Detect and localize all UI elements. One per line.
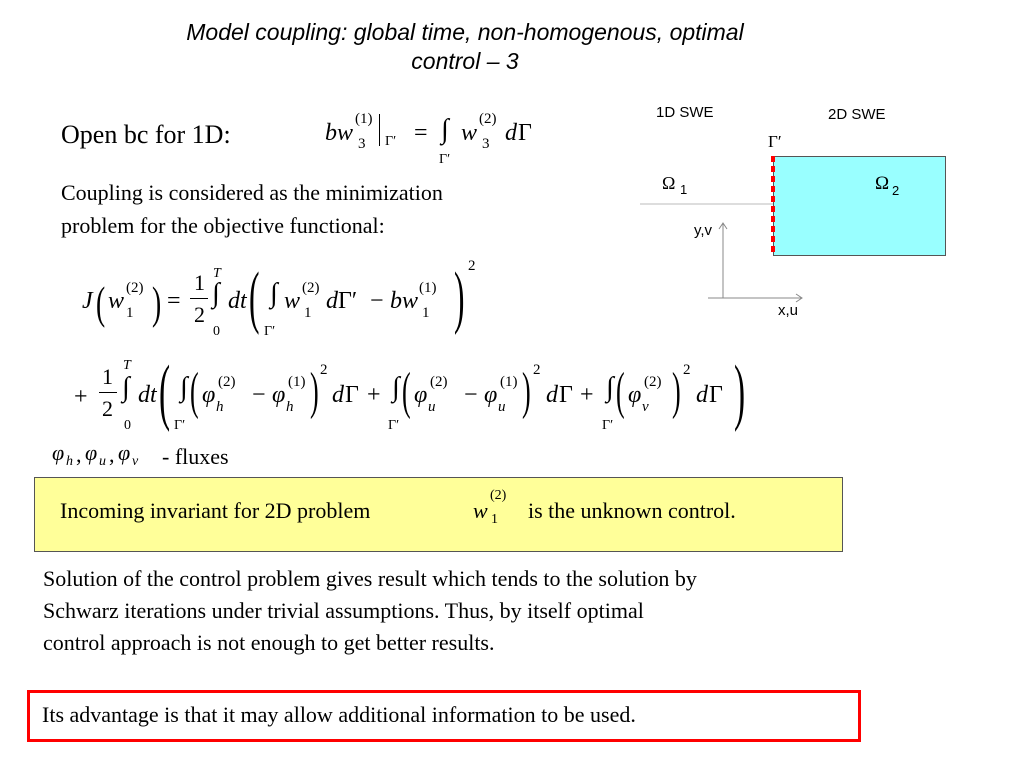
formula-sub: u	[99, 454, 106, 469]
formula-sub: u	[498, 399, 506, 415]
formula-phi: φ	[628, 382, 642, 408]
formula-comma: ,	[109, 442, 115, 467]
formula-sup: (1)	[419, 280, 437, 296]
xu-label: x,u	[778, 302, 799, 319]
formula-eq: =	[167, 288, 181, 314]
formula-sub: h	[286, 399, 294, 415]
integral-sign: ∫	[441, 114, 449, 145]
formula-gamma-prime: Γ′	[388, 418, 400, 433]
formula-sup: (1)	[288, 374, 306, 390]
integral-lower: 0	[124, 418, 131, 433]
yv-label: y,v	[694, 222, 713, 239]
formula-gamma: Γ	[709, 382, 723, 408]
omega1-symbol: Ω	[662, 173, 676, 193]
big-paren-open: (	[159, 351, 171, 433]
omega2-sub: 2	[892, 183, 900, 198]
label-1d-swe: 1D SWE	[656, 104, 714, 121]
formula-gamma: Γ	[559, 382, 573, 408]
formula-exponent: 2	[683, 362, 691, 378]
formula-minus: −	[252, 382, 266, 408]
formula-sub: 1	[304, 305, 312, 321]
paren-close: )	[310, 363, 319, 420]
formula-eq: =	[414, 120, 428, 146]
formula-sup: (2)	[126, 280, 144, 296]
big-paren-open: (	[249, 259, 260, 336]
formula-w: w	[473, 498, 488, 523]
eval-bar	[379, 114, 380, 146]
formula-w: w	[461, 120, 478, 146]
fraction-den: 2	[102, 396, 113, 421]
formula-gamma-prime: Γ′	[602, 418, 614, 433]
formula-w: w	[284, 288, 301, 314]
yellow-text-before: Incoming invariant for 2D problem	[60, 498, 371, 523]
omega2-symbol: Ω	[875, 173, 890, 194]
advantage-box	[27, 690, 861, 742]
functional-formula-line2	[62, 352, 762, 444]
slide-title	[0, 18, 930, 76]
formula-sub: 1	[422, 305, 430, 321]
formula-sup: (2)	[302, 280, 320, 296]
formula-sup: (2)	[430, 374, 448, 390]
functional-formula-line1	[82, 258, 502, 350]
diagram-svg	[630, 98, 960, 328]
formula-phi: φ	[52, 440, 65, 465]
formula-phi: φ	[484, 382, 498, 408]
intro-line-1: Coupling is considered as the minimization	[61, 180, 443, 205]
formula-w: w	[337, 120, 354, 146]
omega1-sub: 1	[680, 182, 688, 197]
formula-w: w	[108, 288, 125, 314]
big-paren-close: )	[454, 259, 465, 336]
formula-sub: v	[132, 454, 139, 469]
paren-close: )	[152, 277, 162, 328]
formula-sub: h	[66, 454, 73, 469]
label-2d-swe: 2D SWE	[828, 106, 886, 123]
formula-sup: (1)	[500, 374, 518, 390]
formula-plus: +	[367, 382, 381, 408]
integral-sign: ∫	[392, 372, 400, 403]
formula-sub: 3	[482, 136, 490, 152]
formula-comma: ,	[76, 442, 82, 467]
formula-gamma-prime: Γ′	[174, 418, 186, 433]
formula-phi: φ	[202, 382, 216, 408]
formula-exponent: 2	[533, 362, 541, 378]
integral-sign: ∫	[122, 372, 130, 403]
formula-sup: (2)	[644, 374, 662, 390]
solution-line-2: Schwarz iterations under trivial assumptions. Thus, by itself optimal	[43, 598, 644, 623]
advantage-text: Its advantage is that it may allow additional information to be used.	[42, 702, 636, 727]
title-line-2: control – 3	[411, 48, 519, 74]
formula-phi: φ	[272, 382, 286, 408]
formula-gamma-prime: Γ′	[338, 288, 358, 314]
formula-gamma-prime: Γ′	[264, 324, 276, 339]
fraction-num: 1	[102, 364, 113, 389]
formula-sub: 3	[358, 136, 366, 152]
integral-sign: ∫	[270, 278, 278, 309]
formula-gamma-prime: Γ′	[385, 134, 397, 149]
open-bc-label: Open bc for 1D:	[61, 120, 231, 149]
integral-upper: T	[213, 266, 221, 281]
formula-plus: +	[580, 382, 594, 408]
open-bc-formula	[325, 108, 545, 178]
fraction-bar	[190, 298, 208, 299]
formula-d: d	[696, 382, 708, 408]
formula-sub: 1	[491, 512, 498, 527]
gamma-prime-label: Γ′	[768, 132, 782, 151]
formula-sup: (2)	[218, 374, 236, 390]
title-line-1: Model coupling: global time, non-homogenous, optimal	[186, 19, 744, 45]
formula-sup: (1)	[355, 111, 373, 127]
formula-J: J	[82, 288, 93, 314]
paren-close: )	[672, 363, 681, 420]
integral-lower: 0	[213, 324, 220, 339]
fraction-num: 1	[194, 270, 205, 295]
paren-open: (	[190, 363, 199, 420]
fraction-den: 2	[194, 302, 205, 327]
formula-sup: (2)	[490, 488, 507, 503]
fluxes-label: - fluxes	[162, 444, 229, 469]
integral-upper: T	[123, 358, 131, 373]
solution-paragraph	[43, 563, 697, 659]
solution-line-3: control approach is not enough to get better results.	[43, 630, 495, 655]
formula-d: d	[505, 120, 517, 146]
integral-sign: ∫	[606, 372, 614, 403]
paren-close: )	[522, 363, 531, 420]
formula-d: d	[326, 288, 338, 314]
formula-gamma: Γ	[518, 120, 532, 146]
formula-phi: φ	[414, 382, 428, 408]
formula-d: d	[546, 382, 558, 408]
formula-sub: 1	[126, 305, 134, 321]
formula-minus: −	[370, 288, 384, 314]
fraction-bar	[99, 392, 117, 393]
formula-w: w	[402, 288, 419, 314]
formula-exponent: 2	[468, 258, 476, 274]
intro-text	[61, 176, 443, 242]
yellow-text-after: is the unknown control.	[528, 498, 736, 523]
control-highlight-box	[34, 477, 843, 552]
formula-phi: φ	[118, 440, 131, 465]
paren-open: (	[402, 363, 411, 420]
intro-line-2: problem for the objective functional:	[61, 213, 385, 238]
paren-open: (	[96, 277, 106, 328]
solution-line-1: Solution of the control problem gives result which tends to the solution by	[43, 566, 697, 591]
integral-sign: ∫	[212, 278, 220, 309]
formula-dt: dt	[138, 382, 157, 408]
integral-sign: ∫	[180, 372, 188, 403]
formula-phi: φ	[85, 440, 98, 465]
fluxes-line	[52, 440, 292, 474]
formula-b: b	[390, 288, 402, 314]
formula-d: d	[332, 382, 344, 408]
formula-sub: v	[642, 399, 649, 415]
formula-b: b	[325, 120, 337, 146]
formula-sup: (2)	[479, 111, 497, 127]
formula-exponent: 2	[320, 362, 328, 378]
domain-diagram	[630, 98, 960, 328]
formula-sub: h	[216, 399, 224, 415]
formula-dt: dt	[228, 288, 247, 314]
big-paren-close: )	[734, 351, 746, 433]
formula-minus: −	[464, 382, 478, 408]
paren-open: (	[616, 363, 625, 420]
formula-plus: +	[74, 384, 88, 410]
formula-gamma: Γ	[345, 382, 359, 408]
formula-gamma-prime: Γ′	[439, 152, 451, 167]
formula-sub: u	[428, 399, 436, 415]
